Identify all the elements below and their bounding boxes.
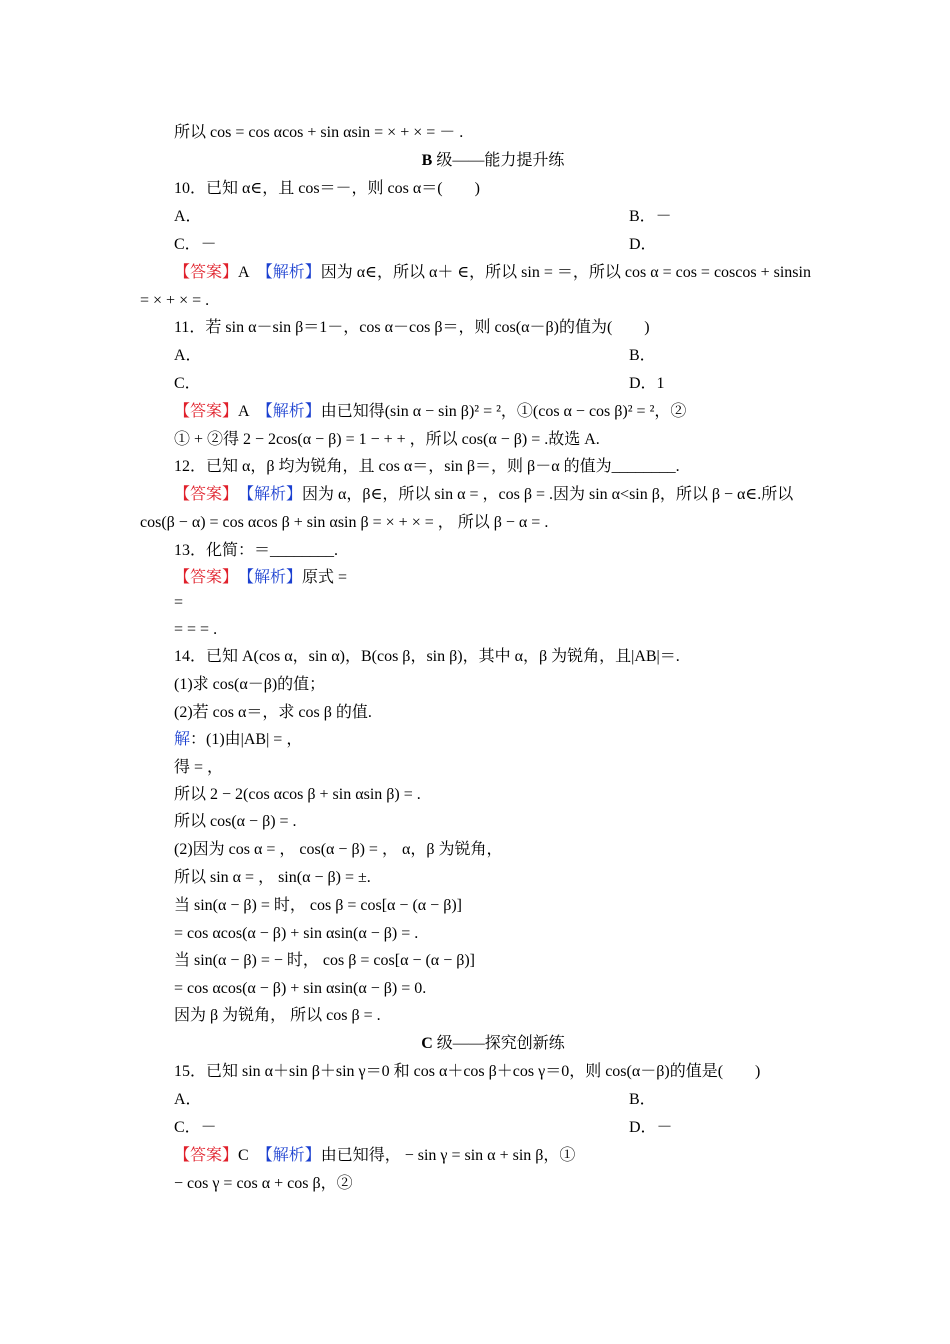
question-10: 10．已知 α∈，且 cos＝－，则 cos α＝( ) [174, 180, 480, 197]
solution-label: 解 [174, 731, 191, 748]
q10-answer-cont: = × + × = . [140, 292, 210, 309]
analysis-label: 【解析】 [246, 569, 303, 586]
answer-label: 【答案】 [174, 486, 231, 503]
q14-step: = cos αcos(α − β) + sin αsin(α − β) = 0. [174, 980, 427, 997]
question-14: 14．已知 A(cos α，sin α)，B(cos β，sin β)，其中 α，β 为锐角，且|AB|＝. [174, 648, 680, 665]
q14-step: 因为 β 为锐角， 所以 cos β = . [174, 1007, 381, 1024]
q15-options-ab: A． B． [174, 1091, 656, 1108]
q12-answer-cont: cos(β − α) = cos αcos β + sin αsin β = × + × = ， 所以 β − α = . [140, 514, 549, 531]
q14-step: 所以 cos(α − β) = . [174, 813, 297, 830]
q14-step: 所以 2 − 2(cos αcos β + sin αsin β) = . [174, 786, 421, 803]
answer-label: 【答案】 [174, 264, 239, 281]
analysis-label: 【解析】 [246, 486, 303, 503]
question-15: 15．已知 sin α＋sin β＋sin γ＝0 和 cos α＋cos β＋cos γ＝0，则 cos(α－β)的值是( ) [174, 1063, 761, 1080]
q15-options-cd: C．－ D．－ [174, 1119, 673, 1136]
q13-answer-cont-2: = = = . [174, 621, 218, 638]
line-0: 所以 cos = cos αcos + sin αsin = × + × = － . [174, 124, 464, 141]
q14-step: 所以 sin α = ， sin(α − β) = ±. [174, 869, 371, 886]
analysis-label: 【解析】 [264, 1147, 321, 1164]
q14-step: (2)因为 cos α = ， cos(α − β) = ， α，β 为锐角， [174, 841, 503, 858]
answer-label: 【答案】 [174, 403, 239, 420]
analysis-label: 【解析】 [264, 403, 321, 420]
q11-options-cd: C． D．1 [174, 375, 665, 392]
q10-options-cd: C．－ D． [174, 236, 657, 253]
q14-step: 当 sin(α − β) = − 时， cos β = cos[α − (α − β)] [174, 952, 476, 969]
question-11: 11．若 sin α－sin β＝1－，cos α－cos β＝，则 cos(α－β)的值为( ) [174, 319, 650, 336]
q14-part-1: (1)求 cos(α－β)的值； [174, 676, 326, 693]
q14-part-2: (2)若 cos α＝，求 cos β 的值. [174, 704, 372, 721]
q13-answer-cont-1: = [174, 594, 184, 611]
section-heading-b: B 级——能力提升练 [421, 152, 565, 169]
q13-answer: 【答案】 【解析】原式 = [174, 569, 348, 586]
question-12: 12．已知 α，β 均为锐角，且 cos α＝，sin β＝，则 β－α 的值为________. [174, 458, 680, 475]
q14-step: = cos αcos(α − β) + sin αsin(α − β) = . [174, 925, 419, 942]
analysis-label: 【解析】 [264, 264, 321, 281]
q15-answer: 【答案】C 【解析】由已知得， − sin γ = sin α + sin β，① [174, 1147, 576, 1164]
question-13: 13．化简：＝________. [174, 542, 339, 559]
q15-answer-cont: − cos γ = cos α + cos β，② [174, 1175, 353, 1192]
q14-step: 当 sin(α − β) = 时， cos β = cos[α − (α − β)] [174, 897, 462, 914]
q10-options-ab: A． B．－ [174, 208, 672, 225]
q11-options-ab: A． B． [174, 347, 656, 364]
q10-answer: 【答案】A 【解析】因为 α∈，所以 α＋ ∈，所以 sin = ＝，所以 cos α = cos = coscos + sinsin [174, 264, 811, 281]
q14-step: 得 = ， [174, 759, 224, 776]
q11-answer: 【答案】A 【解析】由已知得(sin α − sin β)² = ²，①(cos α − cos β)² = ²，② [174, 403, 687, 420]
answer-label: 【答案】 [174, 1147, 239, 1164]
q14-solution-start: 解：(1)由|AB| = ， [174, 731, 303, 748]
q12-answer: 【答案】 【解析】因为 α，β∈，所以 sin α = ，cos β = .因为 sin α<sin β，所以 β − α∈.所以 [174, 486, 794, 503]
answer-label: 【答案】 [174, 569, 231, 586]
section-heading-c: C 级——探究创新练 [421, 1035, 565, 1052]
q11-answer-cont: ① + ②得 2 − 2cos(α − β) = 1 − + + ，所以 cos(α − β) = .故选 A. [174, 431, 600, 448]
